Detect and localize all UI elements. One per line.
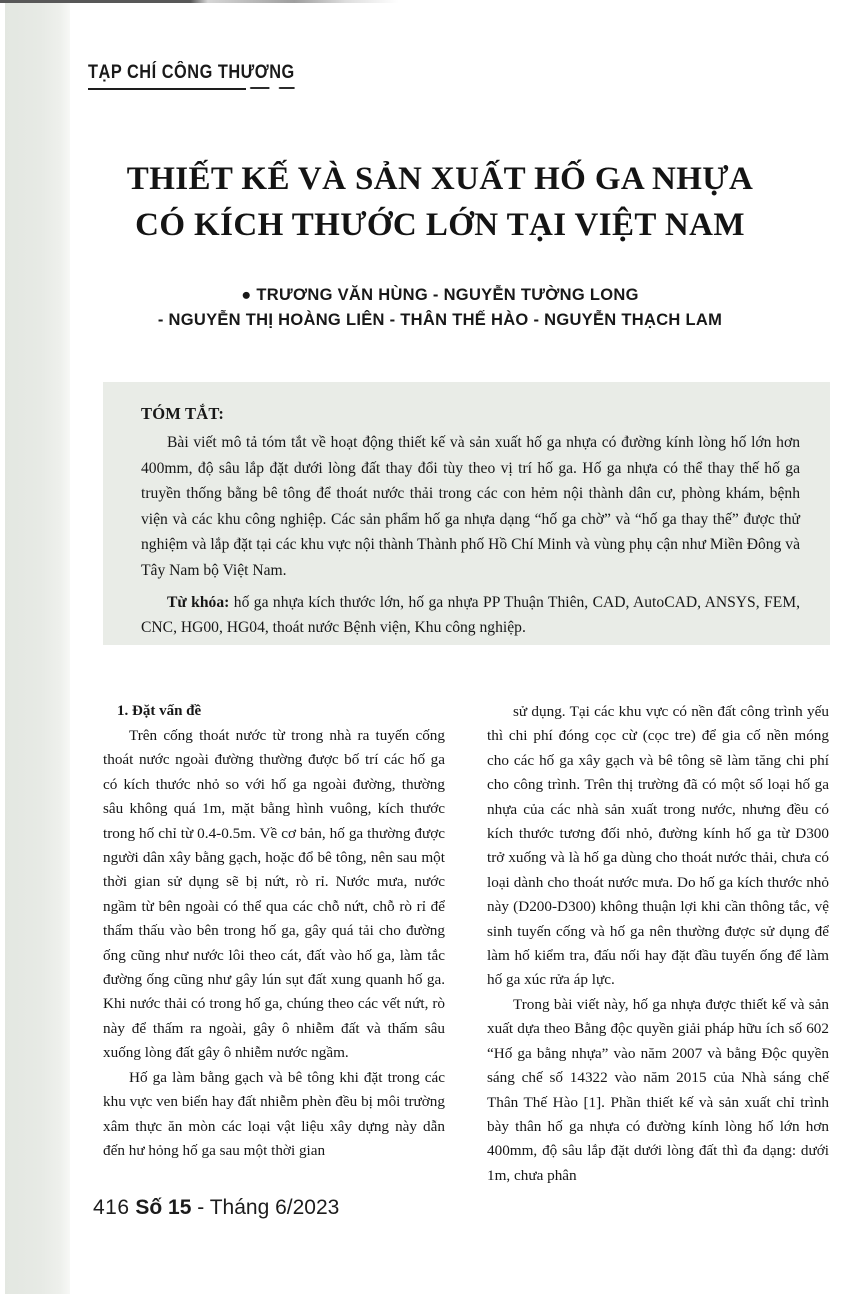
article-title [60,156,820,248]
masthead-underline [88,88,246,90]
section-heading-1: 1. Đặt vấn đề [117,703,202,719]
authors-line-1: ● TRƯƠNG VĂN HÙNG - NGUYỄN TƯỜNG LONG [241,286,639,304]
abstract-panel [103,382,830,645]
body-columns [103,700,830,1188]
keywords-value: hố ga nhựa kích thước lớn, hố ga nhựa PP Thuận Thiên, CAD, AutoCAD, ANSYS, FEM, CNC, HG00, HG04, thoát nước Bệnh viện, Khu công nghiệp. [141,593,800,637]
footer-issue-number: Số 15 [135,1196,192,1219]
keywords-label: Từ khóa: [167,593,230,611]
abstract-body: Bài viết mô tả tóm tắt về hoạt động thiết kế và sản xuất hố ga nhựa có đường kính lòng hố lớn hơn 400mm, độ sâu lắp đặt dưới lòng đất thay đổi tùy theo vị trí hố ga. Hố ga nhựa có thể thay thế hố ga truyền thống bằng bê tông để thoát nước thải trong các con hẻm nội thành dân cư, phòng khám, bệnh viện và các khu công nghiệp. Các sản phẩm hố ga nhựa dạng “hố ga chờ” và “hố ga thay thế” được thử nghiệm và lắp đặt tại các khu vực nội thành Thành phố Hồ Chí Minh và vùng phụ cận như Miền Đông và Tây Nam bộ Việt Nam. [141,434,800,579]
scan-left-white-edge [0,3,5,1294]
masthead-underline-dashes [246,87,306,89]
right-paragraph-2: Trong bài viết này, hố ga nhựa được thiết kế và sản xuất dựa theo Bằng độc quyền giải pháp hữu ích số 602 “Hố ga bằng nhựa” vào năm 2007 và bằng Độc quyền sáng chế số 14322 vào năm 2015 của Nhà sáng chế Thân Thế Hào [1]. Phần thiết kế và sản xuất chỉ trình bày thân hố ga nhựa có đường kính lòng hố lớn hơn 400mm, độ sâu lắp đặt dưới lòng đất thì đa dạng: dưới 1m, chưa phân [487,995,829,1184]
scan-top-edge-artifact [0,0,866,3]
abstract-keywords [141,590,800,641]
right-paragraph-1: sử dụng. Tại các khu vực có nền đất công trình yếu thì chi phí đóng cọc cừ (cọc tre) để gia cố nền móng cho các hố ga xây gạch và bê tông sẽ làm tăng chi phí cho công trình. Trên thị trường đã có một số loại hố ga nhựa của các nhà sản xuất trong nước, nhưng đều có kích thước tương đối nhỏ, đường kính hố ga từ D300 trở xuống và là hố ga dùng cho thoát nước thải, chưa có loại dành cho thoát nước mưa. Do hố ga kích thước nhỏ này (D200-D300) không thuận lợi khi cần thông tắc, vệ sinh tuyến cống và hố ga nên thường được sử dụng để làm hố kiểm tra, đấu nối hay đặt đầu tuyến ống để làm hố ga xúc rửa áp lực. [487,703,829,989]
authors-line-2: - NGUYỄN THỊ HOÀNG LIÊN - THÂN THẾ HÀO - NGUYỄN THẠCH LAM [157,311,723,329]
article-title-line-2: CÓ KÍCH THƯỚC LỚN TẠI VIỆT NAM [135,207,745,243]
left-paragraph-2: Hố ga làm bằng gạch và bê tông khi đặt trong các khu vực ven biển hay đất nhiễm phèn đều bị môi trường xâm thực ăn mòn các loại vật liệu xây dựng này dẫn đến hư hỏng hố ga sau một thời gian [103,1068,445,1159]
left-paragraph-1: Trên cống thoát nước từ trong nhà ra tuyến cống thoát nước ngoài đường thường được bố trí các hố ga có kích thước nhỏ so với hố ga ngoài đường, thường sâu không quá 1m, mặt bằng hình vuông, kích thước trong hố chỉ từ 0.4-0.5m. Về cơ bản, hố ga thường được người dân xây bằng gạch, hoặc đổ bê tông, nên sau một thời gian sử dụng sẽ bị nứt, rò rỉ. Nước mưa, nước ngầm từ bên ngoài có thể qua các chỗ nứt, chỗ rò rỉ để thẩm thấu vào bên trong hố ga, gây quá tải cho đường ống cũng như nước lôi theo cát, đất vào hố ga, làm tắc đường ống cũng như gây lún sụt đất xung quanh hố ga. Khi nước thải có trong hố ga, chúng theo các vết nứt, rò này để thấm ra ngoài, gây ô nhiễm đất và thấm sâu xuống lòng đất gây ô nhiễm nước ngầm. [103,727,445,1062]
body-column-left [103,700,445,1188]
article-title-line-1: THIẾT KẾ VÀ SẢN XUẤT HỐ GA NHỰA [126,161,754,197]
footer-issue-date: - Tháng 6/2023 [191,1196,340,1219]
abstract-heading: TÓM TẮT: [141,404,225,423]
page-footer [93,1196,339,1220]
footer-page-number: 416 [93,1196,130,1219]
journal-masthead-title: TẠP CHÍ CÔNG THƯƠNG [88,62,295,83]
body-column-right [487,700,829,1188]
journal-masthead [88,62,508,90]
article-authors [60,283,820,333]
